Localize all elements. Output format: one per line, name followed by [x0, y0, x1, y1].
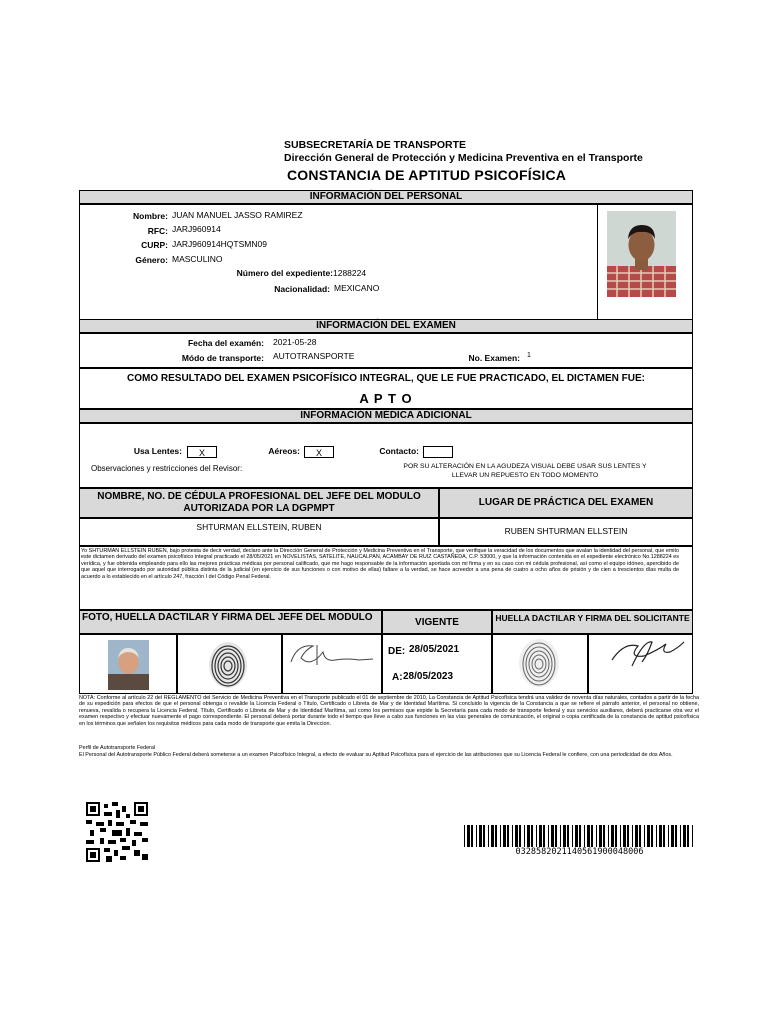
- applicant-photo: [607, 211, 676, 297]
- resultado-text: COMO RESULTADO DEL EXAMEN PSICOFÍSICO INTEGRAL, QUE LE FUE PRACTICADO, EL DICTAMEN FUE:: [127, 373, 645, 384]
- dictamen-value: A P T O: [359, 391, 413, 406]
- section-personal-header: INFORMACIÓN DEL PERSONAL: [79, 190, 693, 204]
- barcode-number: 0328582021140561900048006: [515, 847, 644, 857]
- section-examen-header: INFORMACIÓN DEL EXAMEN: [79, 319, 693, 333]
- expediente-value: 1288224: [333, 268, 367, 278]
- nacionalidad-value: MEXICANO: [334, 283, 380, 293]
- contacto-label: Contacto:: [379, 446, 419, 456]
- nombre-label: Nombre:: [133, 211, 168, 221]
- solicitante-signature-icon: [608, 636, 688, 670]
- foto-header: FOTO, HUELLA DACTILAR Y FIRMA DEL JEFE DEL MODULO: [79, 610, 382, 634]
- vigencia-cell: [382, 634, 492, 694]
- perfil-text: El Personal del Autotransporte Público Federal deberá someterse a un examen Psicofísico Integral, a efecto de evaluar su Aptitud Psicofísica para el ejercicio de las atribuciones que su Licencia Federal le confiere, con una periodicidad de dos Años.: [79, 752, 673, 758]
- solicitante-fingerprint-icon: [514, 637, 564, 689]
- declaracion-text: Yo SHTURMAN ELLSTEIN RUBEN, bajo protesta de decir verdad, declaro ante la Dirección General de Protección y Medicina Preventiva en el Transporte, que verifique la veracidad de los documentos que avalan la identidad del personal, que emito este dictamen derivado del examen psicofísico integral practicado el 28/05/2021 en NOVELISTAS, SATELITE, NAUCALPAN, ACAMBAY DE RUIZ CASTAÑEDA, C.P. 53000, y que la información contenida en el expediente electrónico No.1288224 es verídica, y fue obtenida empleando para ello las mejores prácticas médicas por personal calificado, que me hago responsable de la información aportada con mi firma y en su caso con mi cédula profesional, así como el equipo idóneo, apercibido de que aquel que interrogado por autoridad pública distinta de la judicial (en ejercicio de sus funciones o con motivo de ellas) faltare a la verdad, se hace acreedor a una pena de cuatro a ocho años de prisión y de cien a trescientos días multa de acuerdo a lo establecido en el artículo 247, fracción I del Código Penal Federal.: [81, 548, 679, 580]
- lugar-header: LUGAR DE PRÁCTICA DEL EXAMEN: [439, 488, 693, 518]
- solicitante-header: HUELLA DACTILAR Y FIRMA DEL SOLICITANTE: [492, 610, 693, 634]
- vigencia-de-value: 28/05/2021: [409, 644, 460, 655]
- header-line2: Dirección General de Protección y Medicina Preventiva en el Transporte: [284, 152, 643, 164]
- vigencia-de-label: DE:: [388, 646, 406, 657]
- nombre-value: JUAN MANUEL JASSO RAMIREZ: [172, 210, 303, 220]
- no-examen-label: No. Examen:: [468, 353, 520, 363]
- jefe-photo: [108, 640, 149, 690]
- jefe-fingerprint-icon: [205, 640, 251, 690]
- curp-label: CURP:: [141, 240, 168, 250]
- observaciones-line1: POR SU ALTERACIÓN EN LA AGUDEZA VISUAL DEBE USAR SUS LENTES Y: [403, 463, 647, 470]
- aereos-label: Aéreos:: [268, 446, 300, 456]
- jefe-header: NOMBRE, NO. DE CÉDULA PROFESIONAL DEL JEFE DEL MODULO AUTORIZADA POR LA DGPMPT: [79, 488, 439, 518]
- qr-code-icon: [86, 802, 148, 862]
- lugar-value: RUBEN SHTURMAN ELLSTEIN: [504, 526, 628, 536]
- document-title: CONSTANCIA DE APTITUD PSICOFÍSICA: [287, 167, 567, 183]
- expediente-label: Número del expediente:: [236, 268, 333, 278]
- barcode-icon: [462, 825, 697, 847]
- perfil-title: Perfil de Autotransporte Federal: [79, 745, 156, 751]
- jefe-nombre: SHTURMAN ELLSTEIN, RUBEN: [196, 522, 322, 532]
- section-medica-header: INFORMACIÓN MÉDICA ADICIONAL: [79, 409, 693, 423]
- genero-label: Género:: [135, 255, 168, 265]
- nota-text: NOTA: Conforme al artículo 22 del REGLAMENTO del Servicio de Medicina Preventiva en el Transporte publicado el 01 de septiembre de 2010, La Constancia de Aptitud Psicofísica tendrá una validez de noventa días naturales, contados a partir de la fecha de su expedición para efectos de que el personal obtenga o revalide la Licencia Federal o Título, Certificado o Libreta de Mar y de Identidad Marítima. Si concluido la vigencia de la Constancia a que se refiere el párrafo anterior, el personal no obtiene, renueva, revalida o recupera la Licencia Federal, Título, Certificado o Libreta de Mar y de Identidad Marítima, así como los permisos que expide la Secretaría para cada modo de transporte federal y sus servicios auxiliares, deberá practicarse otra vez el examen respectivo y efectuar nuevamente el pago correspondiente. El personal deberá portar durante todo el tiempo que lleve a cabo sus funciones en las vías generales de comunicación, el original o copia certificada de la constancia de aptitud psicofísica en los términos que señalen los requisitos médicos para cada modo de transporte que emita la Direccion.: [79, 695, 699, 727]
- aereos-checkbox[interactable]: X: [304, 446, 334, 458]
- vigencia-a-label: A:: [392, 672, 403, 683]
- lentes-checkbox[interactable]: X: [187, 446, 217, 458]
- curp-value: JARJ960914HQTSMN09: [172, 239, 267, 249]
- observaciones-label: Observaciones y restricciones del Revisor:: [91, 464, 243, 473]
- rfc-label: RFC:: [147, 226, 168, 236]
- vigencia-a-value: 28/05/2023: [403, 671, 454, 682]
- contacto-checkbox[interactable]: [423, 446, 453, 458]
- no-examen-value: 1: [527, 352, 531, 359]
- observaciones-line2: LLEVAR UN REPUESTO EN TODO MOMENTO: [451, 472, 599, 479]
- jefe-signature-icon: [287, 640, 377, 670]
- vigente-header: VIGENTE: [382, 610, 492, 634]
- genero-value: MASCULINO: [172, 254, 223, 264]
- nacionalidad-label: Nacionalidad:: [274, 284, 330, 294]
- rfc-value: JARJ960914: [172, 224, 221, 234]
- fecha-value: 2021-05-28: [273, 337, 317, 347]
- header-line1: SUBSECRETARÍA DE TRANSPORTE: [284, 139, 467, 151]
- modo-value: AUTOTRANSPORTE: [273, 351, 355, 361]
- lentes-label: Usa Lentes:: [133, 446, 182, 456]
- fecha-label: Fecha del examén:: [187, 338, 264, 348]
- modo-label: Módo de transporte:: [181, 353, 264, 363]
